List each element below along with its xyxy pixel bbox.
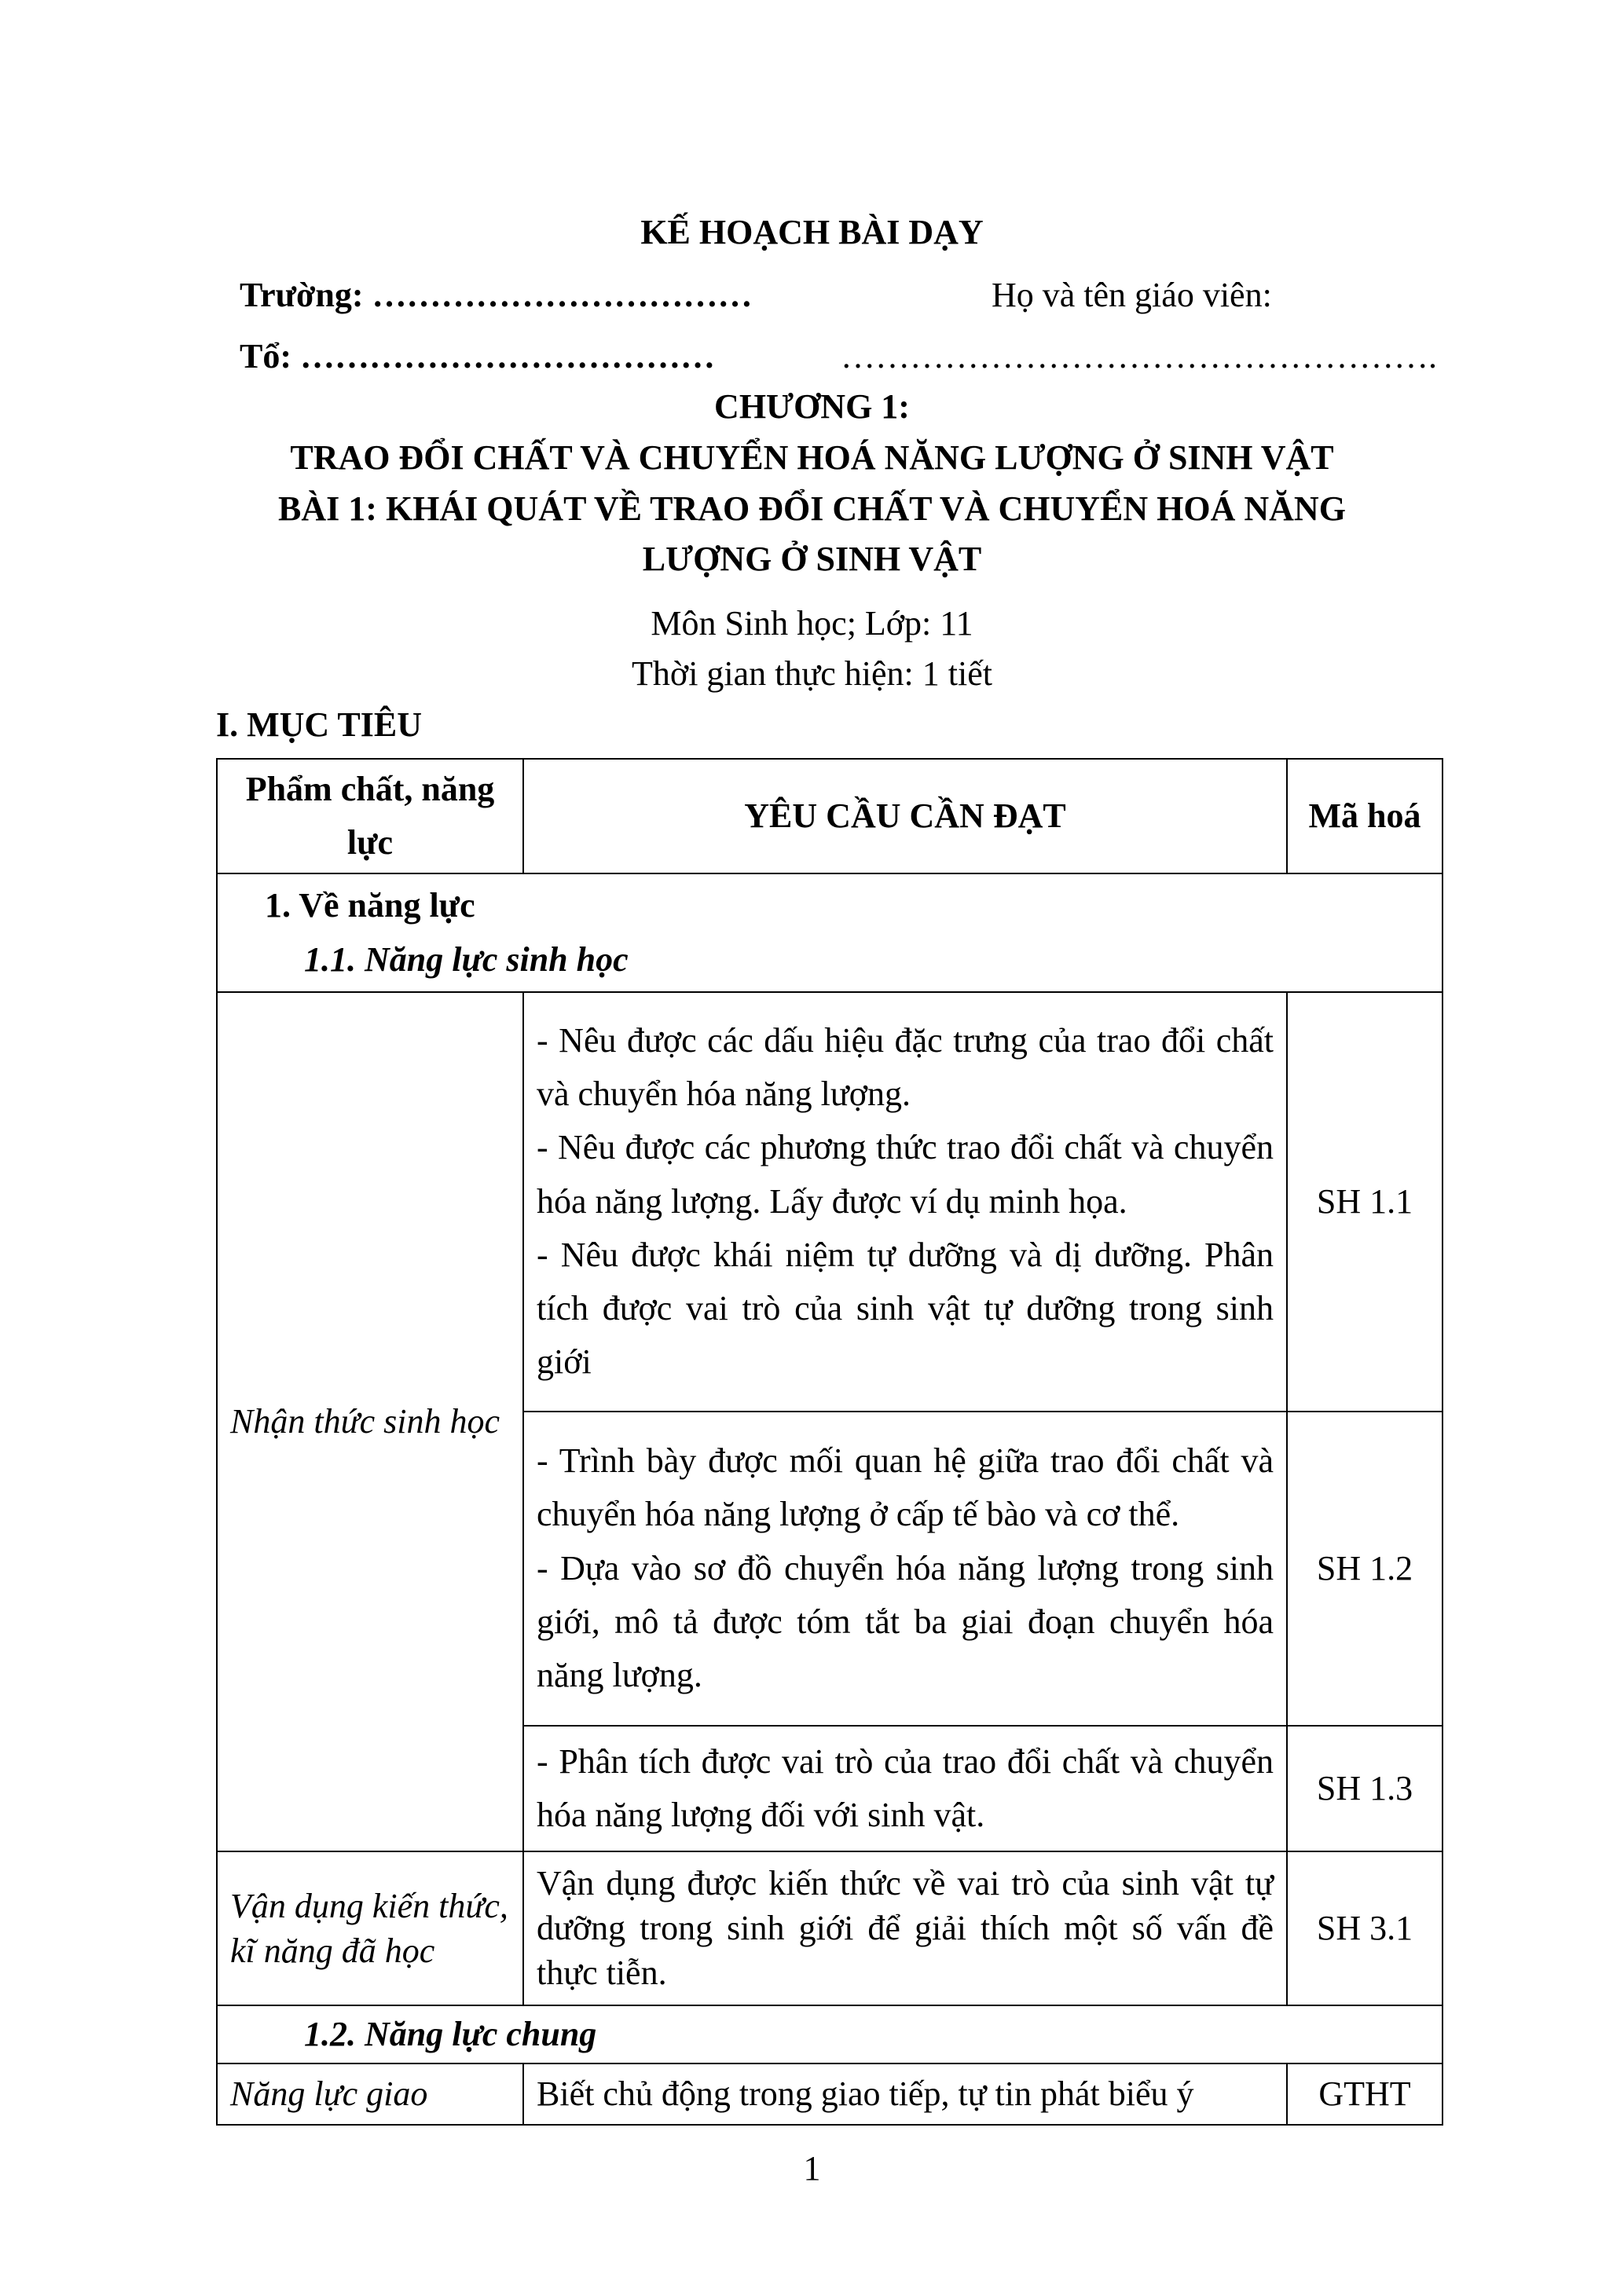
page-number: 1 [803,2149,821,2188]
requirement-cell [523,1412,1287,1726]
code-cell: SH 1.1 [1287,992,1443,1412]
code-cell: SH 3.1 [1287,1851,1443,2005]
table-row [217,1851,1443,2005]
subgroup-heading-biology: 1.1. Năng lực sinh học [304,939,629,979]
chapter-number: CHƯƠNG 1: [714,387,910,426]
subgroup-heading-general: 1.2. Năng lực chung [217,2005,1443,2063]
duration: Thời gian thực hiện: 1 tiết [632,654,992,693]
group-row [217,2005,1443,2063]
code-cell: GTHT [1287,2063,1443,2125]
requirement-cell [523,992,1287,1412]
requirement-cell: Biết chủ động trong giao tiếp, tự tin phát biểu ý [523,2063,1287,2125]
requirement-item: - Dựa vào sơ đồ chuyển hóa năng lượng trong sinh giới, mô tả được tóm tắt ba giai đoạn chuyển hóa năng lượng. [537,1548,1274,1695]
subject-grade: Môn Sinh học; Lớp: 11 [651,604,973,643]
lesson-title-line-2: LƯỢNG Ở SINH VẬT [642,540,982,578]
code-cell: SH 1.2 [1287,1412,1443,1726]
requirement-cell: - Phân tích được vai trò của trao đổi chất và chuyển hóa năng lượng đối với sinh vật. [523,1726,1287,1851]
header-competency: Phẩm chất, năng lực [217,759,523,873]
school-label: Trường: …………………………… [240,276,753,314]
requirement-item: - Trình bày được mối quan hệ giữa trao đổi chất và chuyển hóa năng lượng ở cấp tế bào và cơ thể. [537,1441,1274,1534]
table-header-row [217,759,1443,873]
teacher-label: Họ và tên giáo viên: [992,276,1272,314]
requirement-item: - Nêu được khái niệm tự dưỡng và dị dưỡng. Phân tích được vai trò của sinh vật tự dưỡng trong sinh giới [537,1235,1274,1382]
category-biology-cognition: Nhận thức sinh học [217,992,523,1851]
header-code: Mã hoá [1287,759,1443,873]
section-heading: I. MỤC TIÊU [216,705,423,744]
group-row [217,873,1443,991]
document-title: KẾ HOẠCH BÀI DẠY [640,213,984,251]
lesson-title-line-1: BÀI 1: KHÁI QUÁT VỀ TRAO ĐỔI CHẤT VÀ CHUYỂN HOÁ NĂNG [278,489,1346,528]
category-line: kĩ năng đã học [230,1931,435,1970]
objectives-table [216,758,1443,2126]
teacher-name-dots: ……………………………………………. [841,337,1437,375]
requirement-item: - Nêu được các dấu hiệu đặc trưng của trao đổi chất và chuyển hóa năng lượng. [537,1021,1274,1114]
requirement-item: - Nêu được các phương thức trao đổi chất và chuyển hóa năng lượng. Lấy được ví dụ minh họa. [537,1128,1274,1221]
header-requirements: YÊU CẦU CẦN ĐẠT [523,759,1287,873]
requirement-cell: Vận dụng được kiến thức về vai trò của sinh vật tự dưỡng trong sinh giới để giải thích một số vấn đề thực tiễn. [523,1851,1287,2005]
group-label: Tổ: ……………………………… [240,337,715,375]
category-knowledge-application [217,1851,523,2005]
group-heading-competency: 1. Về năng lực [265,886,475,925]
category-line: Vận dụng kiến thức, [230,1886,508,1925]
table-row [217,2063,1443,2125]
code-cell: SH 1.3 [1287,1726,1443,1851]
chapter-title: TRAO ĐỔI CHẤT VÀ CHUYỂN HOÁ NĂNG LƯỢNG Ở SINH VẬT [290,438,1334,477]
category-communication: Năng lực giao [217,2063,523,2125]
table-row [217,992,1443,1412]
